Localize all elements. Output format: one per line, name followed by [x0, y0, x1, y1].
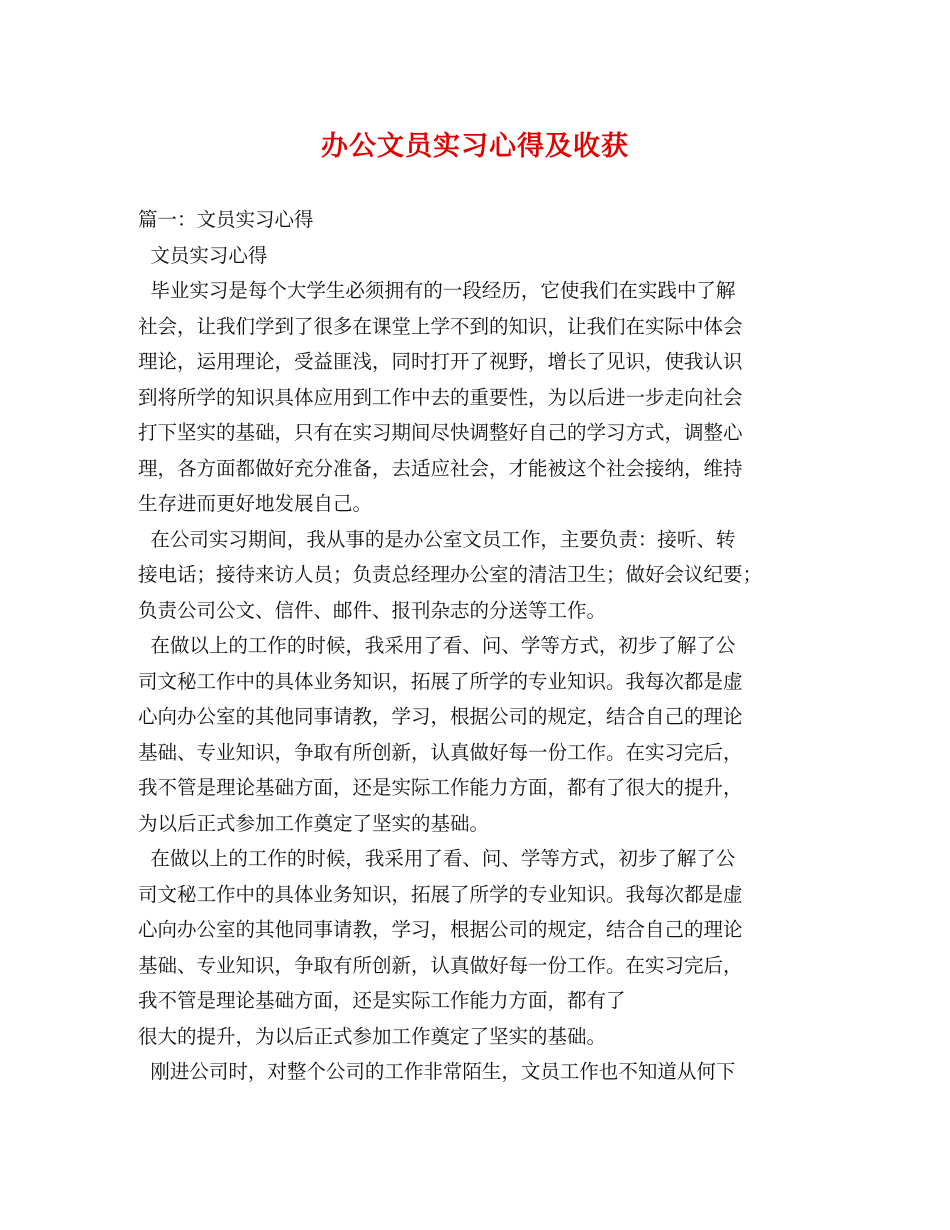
text-line: 为以后正式参加工作奠定了坚实的基础。 [138, 811, 490, 835]
text-line: 在公司实习期间，我从事的是办公室文员工作，主要负责：接听、转 [138, 527, 736, 551]
text-line: 我不管是理论基础方面，还是实际工作能力方面，都有了很大的提升， [138, 776, 743, 799]
text-line: 理，各方面都做好充分准备，去适应社会，才能被这个社会接纳，维持 [138, 456, 743, 480]
section-heading: 篇一：文员实习心得 [138, 208, 314, 231]
text-line: 我不管是理论基础方面，还是实际工作能力方面，都有了 [138, 989, 626, 1012]
sub-heading: 文员实习心得 [138, 243, 268, 267]
text-line: 在做以上的工作的时候，我采用了看、问、学等方式，初步了解了公 [138, 847, 736, 870]
text-line: 基础、专业知识，争取有所创新，认真做好每一份工作。在实习完后， [138, 953, 743, 977]
text-line: 心向办公室的其他同事请教，学习，根据公司的规定，结合自己的理论 [138, 705, 743, 728]
text-line: 负责公司公文、信件、邮件、报刊杂志的分送等工作。 [138, 598, 607, 622]
text-line: 司文秘工作中的具体业务知识，拓展了所学的专业知识。我每次都是虚 [138, 882, 743, 906]
text-line: 心向办公室的其他同事请教，学习，根据公司的规定，结合自己的理论 [138, 918, 743, 941]
document-body [138, 202, 818, 1090]
text-line: 打下坚实的基础，只有在实习期间尽快调整好自己的学习方式，调整心 [138, 421, 743, 444]
text-line: 接电话；接待来访人员；负责总经理办公室的清洁卫生；做好会议纪要； [138, 563, 763, 586]
text-line: 社会，让我们学到了很多在课堂上学不到的知识，让我们在实际中体会 [138, 314, 743, 338]
text-line: 到将所学的知识具体应用到工作中去的重要性，为以后进一步走向社会 [138, 385, 743, 409]
text-line: 在做以上的工作的时候，我采用了看、问、学等方式，初步了解了公 [138, 634, 736, 657]
text-line: 刚进公司时，对整个公司的工作非常陌生，文员工作也不知道从何下 [138, 1060, 736, 1083]
text-line: 理论，运用理论，受益匪浅，同时打开了视野，增长了见识，使我认识 [138, 350, 743, 373]
text-line: 生存进而更好地发展自己。 [138, 492, 373, 515]
text-line: 很大的提升，为以后正式参加工作奠定了坚实的基础。 [138, 1024, 607, 1048]
text-line: 毕业实习是每个大学生必须拥有的一段经历，它使我们在实践中了解 [138, 279, 736, 302]
text-line: 基础、专业知识，争取有所创新，认真做好每一份工作。在实习完后， [138, 740, 743, 764]
text-line: 司文秘工作中的具体业务知识，拓展了所学的专业知识。我每次都是虚 [138, 669, 743, 693]
document-title: 办公文员实习心得及收获 [321, 131, 629, 162]
